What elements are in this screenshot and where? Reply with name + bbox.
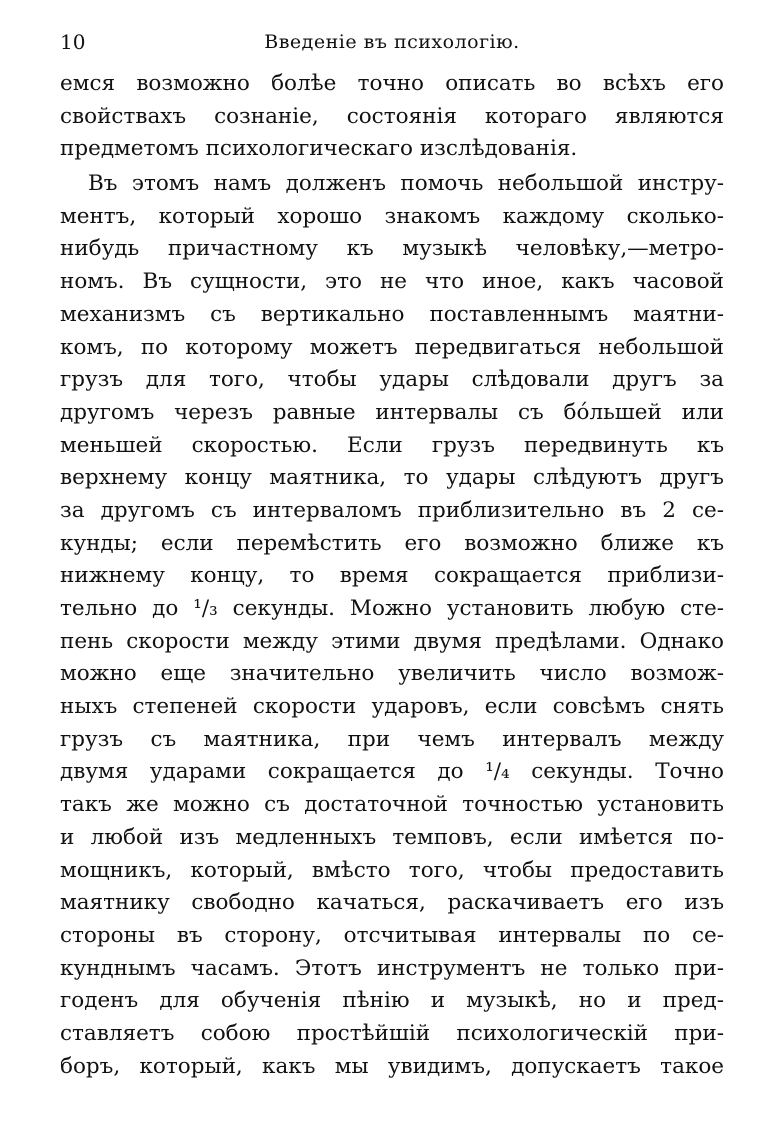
text-line: и любой изъ медленныхъ темповъ, если имѣется по-	[60, 824, 724, 850]
text-line: такъ же можно съ достаточной точностью установить	[60, 792, 724, 818]
text-line: верхнему концу маятника, то удары слѣдуютъ другъ	[60, 465, 724, 491]
text-line: маятнику свободно качаться, раскачиваетъ его изъ	[60, 890, 724, 916]
paragraph-continuation	[60, 68, 724, 166]
text-line: пень скорости между этими двумя предѣлами. Однако	[60, 628, 724, 654]
text-line: двумя ударами сокращается до ¹/₄ секунды. Точно	[60, 759, 724, 785]
text-line: можно еще значительно увеличить число возмож-	[60, 661, 724, 687]
text-line: ныхъ степеней скорости ударовъ, если совсѣмъ снять	[60, 694, 724, 720]
text-line: кунды; если перемѣстить его возможно ближе къ	[60, 530, 724, 556]
text-line: нибудь причастному къ музыкѣ человѣку,—метро-	[60, 236, 724, 262]
text-line: предметомъ психологическаго изслѣдованія.	[60, 136, 578, 162]
body-text	[60, 68, 724, 1116]
text-line: боръ, который, какъ мы увидимъ, допускаетъ такое	[60, 1053, 724, 1079]
text-line: нижнему концу, то время сокращается приблизи-	[60, 563, 724, 589]
text-line	[60, 1083, 724, 1116]
text-line: меньшей скоростью. Если грузъ передвинуть къ	[60, 432, 724, 458]
text-line: тельно до ¹/₃ секунды. Можно установить любую сте-	[60, 596, 724, 621]
text-line: другомъ черезъ равные интервалы съ бóльшей или	[60, 399, 724, 425]
text-line: Въ этомъ намъ долженъ помочь небольшой инстру-	[88, 171, 724, 197]
text-line: свойствахъ сознаніе, состоянія котораго являются	[60, 103, 724, 129]
text-line: годенъ для обученія пѣнію и музыкѣ, но и пред-	[60, 988, 724, 1014]
text-line: ментъ, который хорошо знакомъ каждому сколько-	[60, 203, 724, 229]
text-line: кунднымъ часамъ. Этотъ инструментъ не только при-	[60, 955, 724, 981]
text-line: емся возможно болѣе точно описать во всѣхъ его	[60, 71, 724, 96]
text-line: комъ, по которому можетъ передвигаться небольшой	[60, 334, 724, 360]
text-line: ставляетъ собою простѣйшій психологическій при-	[60, 1020, 724, 1046]
running-title: Введеніе въ психологію.	[264, 31, 520, 53]
text-line: номъ. Въ сущности, это не что иное, какъ часовой	[60, 269, 724, 295]
text-line: за другомъ съ интерваломъ приблизительно въ 2 се-	[60, 497, 724, 523]
text-line: стороны въ сторону, отсчитывая интервалы по се-	[60, 922, 724, 948]
text-line: механизмъ съ вертикально поставленнымъ маятни-	[60, 301, 724, 327]
book-page	[60, 22, 724, 1116]
paragraph-metronome	[60, 168, 724, 1116]
page-number: 10	[60, 30, 86, 54]
text-line: грузъ для того, чтобы удары слѣдовали другъ за	[60, 367, 724, 393]
running-head	[60, 22, 724, 62]
text-line: мощникъ, который, вмѣсто того, чтобы предоставить	[60, 857, 724, 883]
text-line: грузъ съ маятника, при чемъ интервалъ между	[60, 726, 724, 752]
